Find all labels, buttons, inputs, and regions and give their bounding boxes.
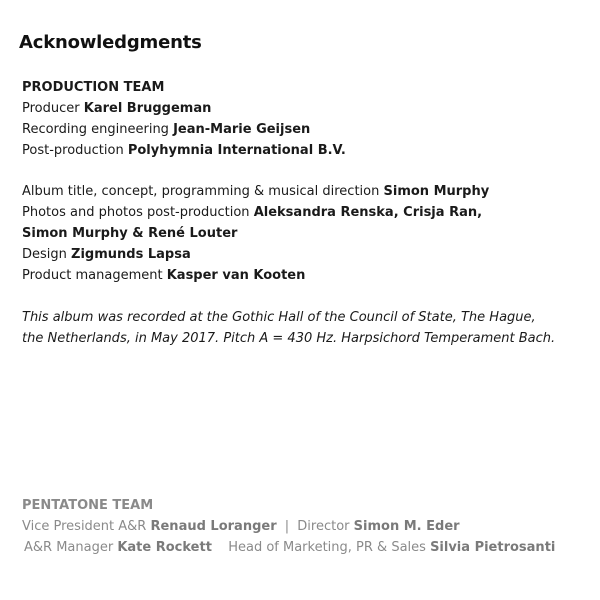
production-team-heading: PRODUCTION TEAM <box>22 80 165 95</box>
credit-name: Kate Rockett <box>117 540 212 555</box>
credit-role: Design <box>22 247 67 262</box>
credit-line <box>22 140 346 161</box>
credit-role: Producer <box>22 101 80 116</box>
recording-note-line: This album was recorded at the Gothic Hall of the Council of State, The Hague, <box>22 310 536 325</box>
credit-role: Vice President A&R <box>22 519 147 534</box>
credit-name: Aleksandra Renska, Crisja Ran, <box>253 205 483 220</box>
pentatone-team-section <box>22 495 555 558</box>
credit-name: Karel Bruggeman <box>83 101 212 116</box>
recording-note-line: the Netherlands, in May 2017. Pitch A = 430 Hz. Harpsichord Temperament Bach. <box>22 331 556 346</box>
credit-name: Simon M. Eder <box>353 519 460 534</box>
credit-name: Kasper van Kooten <box>166 268 306 283</box>
pentatone-team-heading: PENTATONE TEAM <box>22 498 154 513</box>
credit-line <box>22 265 489 286</box>
page-title: Acknowledgments <box>19 32 202 53</box>
credit-name: Silvia Pietrosanti <box>430 540 556 555</box>
album-credits-section <box>22 181 489 286</box>
credit-line <box>22 98 346 119</box>
credit-role: Head of Marketing, PR & Sales <box>228 540 426 555</box>
credit-role: Recording engineering <box>22 122 169 137</box>
credit-name: Simon Murphy & René Louter <box>22 226 238 241</box>
credit-name: Zigmunds Lapsa <box>71 247 191 262</box>
credit-line <box>22 181 489 202</box>
production-team-section <box>22 77 346 161</box>
credit-role: Post-production <box>22 143 124 158</box>
credit-name: Simon Murphy <box>383 184 490 199</box>
recording-note <box>22 307 555 349</box>
separator: | <box>284 519 290 534</box>
credit-role: Album title, concept, programming & musical direction <box>22 184 380 199</box>
credit-name: Jean-Marie Geijsen <box>173 122 311 137</box>
credit-line <box>22 202 489 223</box>
credit-name: Polyhymnia International B.V. <box>127 143 346 158</box>
credit-role: A&R Manager <box>24 540 114 555</box>
credit-role: Product management <box>22 268 163 283</box>
pentatone-row <box>22 537 555 558</box>
credit-role: Director <box>297 519 350 534</box>
credit-name: Renaud Loranger <box>150 519 277 534</box>
credit-line-continued <box>22 223 489 244</box>
credit-line <box>22 119 346 140</box>
credit-line <box>22 244 489 265</box>
pentatone-row <box>22 516 555 537</box>
credit-role: Photos and photos post-production <box>22 205 250 220</box>
